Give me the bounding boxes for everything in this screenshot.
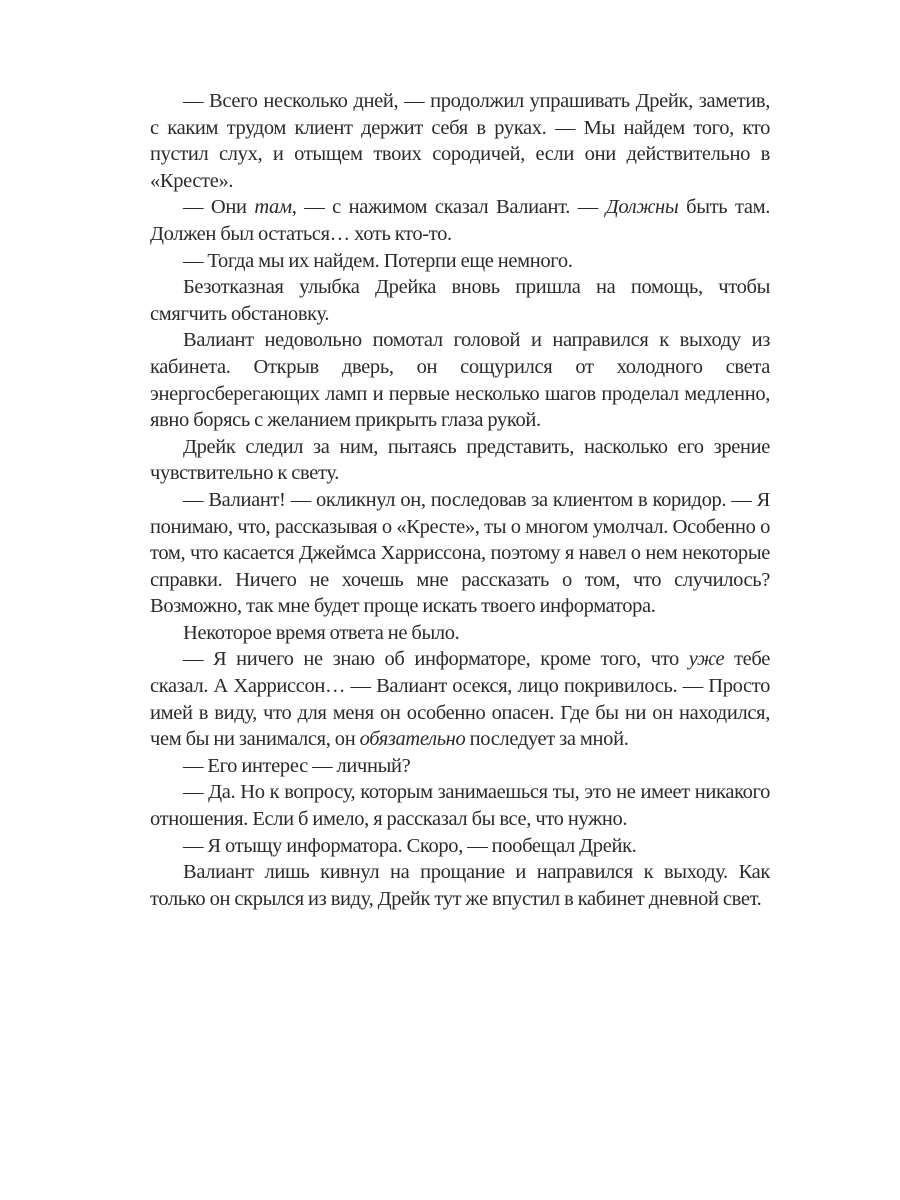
paragraph [150,487,770,620]
paragraph [150,859,770,912]
text-run: последует за мной. [465,728,629,751]
paragraph [150,248,770,275]
text-run: быть там. Должен был остаться… хоть кто-то. [150,196,770,245]
text-run: тебе сказал. А Харриссон… — Валиант осекся, лицо покривилось. — Просто имей в виду, что для меня он особенно опасен. Где бы ни он находился, чем бы ни занимался, он [150,648,770,751]
paragraph [150,274,770,327]
paragraph [150,620,770,647]
emphasis-run: уже [688,648,725,671]
paragraph [150,88,770,194]
text-run: — Валиант! — окликнул он, последовав за клиентом в коридор. — Я понимаю, что, рассказывая о «Кресте», ты о многом умолчал. Особенно о том, что касается Джеймса Харриссона, поэтому я навел о нем некоторые справки. Ничего не хочешь мне рассказать о том, что случилось? Возможно, так мне будет проще искать твоего информатора. [150,488,770,618]
paragraph [150,434,770,487]
paragraph [150,194,770,247]
text-run: — Я отыщу информатора. Скоро, — пообещал Дрейк. [183,834,637,857]
paragraph [150,779,770,832]
paragraph [150,646,770,752]
text-run: , — с нажимом сказал Валиант. — [291,196,606,219]
text-run: — Тогда мы их найдем. Потерпи еще немного. [183,249,573,272]
book-page-text [150,88,770,912]
emphasis-run: обязательно [359,728,466,751]
paragraph [150,833,770,860]
emphasis-run: там [254,196,292,219]
paragraph [150,327,770,433]
text-run: Валиант недовольно помотал головой и направился к выходу из кабинета. Открыв дверь, он сощурился от холодного света энергосберегающих ламп и первые несколько шагов проделал медленно, явно борясь с желанием прикрыть глаза рукой. [150,329,770,432]
text-run: Безотказная улыбка Дрейка вновь пришла на помощь, чтобы смягчить обстановку. [150,276,770,325]
paragraph [150,753,770,780]
text-run: — Да. Но к вопросу, которым занимаешься ты, это не имеет никакого отношения. Если б имело, я рассказал бы все, что нужно. [150,781,770,831]
text-run: Некоторое время ответа не было. [183,621,460,644]
text-run: — Я ничего не знаю об информаторе, кроме того, что [183,648,689,671]
emphasis-run: Должны [605,196,679,219]
text-run: — Они [183,196,255,219]
text-run: — Его интерес — личный? [183,754,411,777]
text-run: Дрейк следил за ним, пытаясь представить, насколько его зрение чувствительно к свету. [150,435,770,485]
text-run: — Всего несколько дней, — продолжил упрашивать Дрейк, заметив, с каким трудом клиент держит себя в руках. — Мы найдем того, кто пустил слух, и отыщем твоих сородичей, если они действительно в «Кресте». [150,90,770,192]
text-run: Валиант лишь кивнул на прощание и направился к выходу. Как только он скрылся из виду, Дрейк тут же впустил в кабинет дневной свет. [150,861,770,910]
